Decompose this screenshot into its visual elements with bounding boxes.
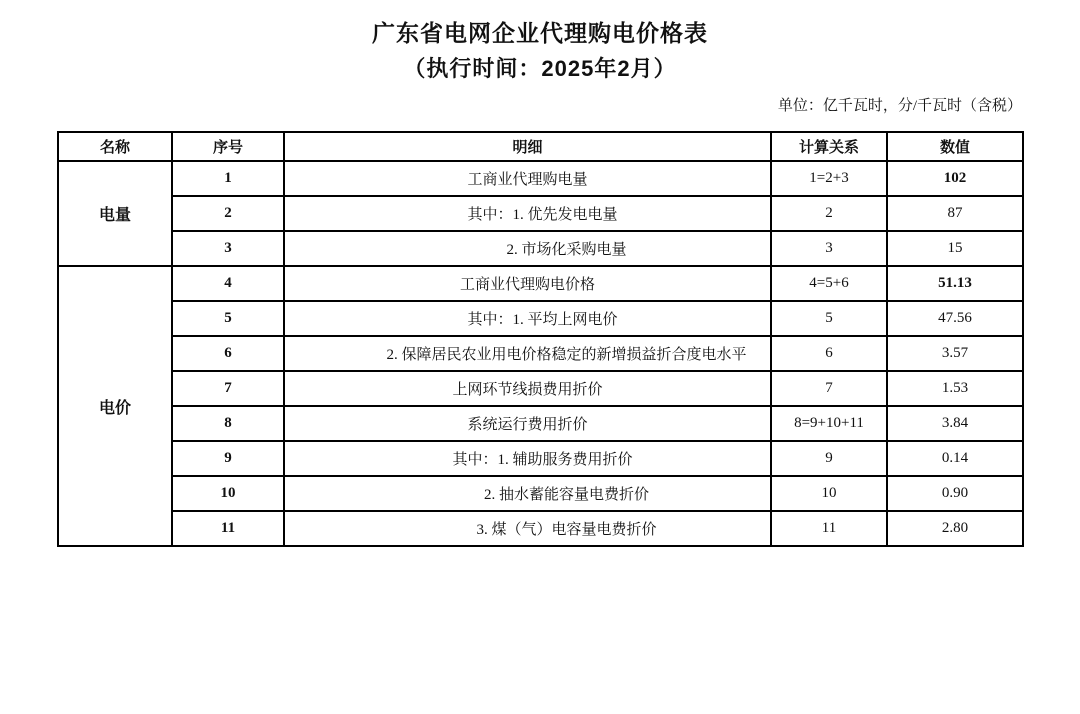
header-row: [58, 132, 1023, 161]
detail-cell: 其中：1. 平均上网电价: [284, 301, 771, 336]
value-cell: 47.56: [887, 301, 1023, 336]
serial-cell: 2: [172, 196, 284, 231]
value-cell: 3.84: [887, 406, 1023, 441]
value-cell: 0.14: [887, 441, 1023, 476]
header-cell-no: 序号: [172, 132, 284, 161]
serial-cell: 6: [172, 336, 284, 371]
detail-cell: 2. 保障居民农业用电价格稳定的新增损益折合度电水平: [284, 336, 771, 371]
value-cell: 2.80: [887, 511, 1023, 546]
page-title: 广东省电网企业代理购电价格表: [372, 20, 708, 46]
header-cell-name: 名称: [58, 132, 172, 161]
serial-cell: 3: [172, 231, 284, 266]
detail-cell: 3. 煤（气）电容量电费折价: [284, 511, 771, 546]
detail-cell: 其中：1. 优先发电电量: [284, 196, 771, 231]
table-row: [58, 441, 1023, 476]
serial-cell: 5: [172, 301, 284, 336]
table-row: [58, 231, 1023, 266]
table-row: [58, 406, 1023, 441]
header-cell-relation: 计算关系: [771, 132, 887, 161]
detail-cell: 系统运行费用折价: [284, 406, 771, 441]
serial-cell: 10: [172, 476, 284, 511]
serial-cell: 1: [172, 161, 284, 196]
serial-cell: 4: [172, 266, 284, 301]
value-cell: 51.13: [887, 266, 1023, 301]
serial-cell: 9: [172, 441, 284, 476]
value-cell: 15: [887, 231, 1023, 266]
detail-cell: 其中：1. 辅助服务费用折价: [284, 441, 771, 476]
page-subtitle: （执行时间：2025年2月）: [403, 56, 677, 81]
serial-cell: 8: [172, 406, 284, 441]
value-cell: 3.57: [887, 336, 1023, 371]
table-row: [58, 476, 1023, 511]
table-row: [58, 301, 1023, 336]
relation-cell: 7: [771, 371, 887, 406]
relation-cell: 3: [771, 231, 887, 266]
header-cell-value: 数值: [887, 132, 1023, 161]
value-cell: 0.90: [887, 476, 1023, 511]
value-cell: 1.53: [887, 371, 1023, 406]
detail-cell: 2. 市场化采购电量: [284, 231, 771, 266]
serial-cell: 11: [172, 511, 284, 546]
relation-cell: 5: [771, 301, 887, 336]
serial-cell: 7: [172, 371, 284, 406]
relation-cell: 4=5+6: [771, 266, 887, 301]
table-row: [58, 161, 1023, 196]
relation-cell: 6: [771, 336, 887, 371]
header-cell-detail: 明细: [284, 132, 771, 161]
table-row: [58, 511, 1023, 546]
unit-note: 单位：亿千瓦时，分/千瓦时（含税）: [777, 98, 1022, 114]
detail-cell: 工商业代理购电量: [284, 161, 771, 196]
detail-cell: 上网环节线损费用折价: [284, 371, 771, 406]
detail-cell: 2. 抽水蓄能容量电费折价: [284, 476, 771, 511]
table-row: [58, 336, 1023, 371]
group-cell-electricity-quantity: 电量: [58, 161, 172, 266]
relation-cell: 11: [771, 511, 887, 546]
value-cell: 102: [887, 161, 1023, 196]
price-table: [57, 131, 1024, 547]
relation-cell: 1=2+3: [771, 161, 887, 196]
table-row: [58, 266, 1023, 301]
group-cell-electricity-price: 电价: [58, 266, 172, 546]
relation-cell: 10: [771, 476, 887, 511]
relation-cell: 8=9+10+11: [771, 406, 887, 441]
table-row: [58, 196, 1023, 231]
table-row: [58, 371, 1023, 406]
relation-cell: 9: [771, 441, 887, 476]
detail-cell: 工商业代理购电价格: [284, 266, 771, 301]
value-cell: 87: [887, 196, 1023, 231]
relation-cell: 2: [771, 196, 887, 231]
